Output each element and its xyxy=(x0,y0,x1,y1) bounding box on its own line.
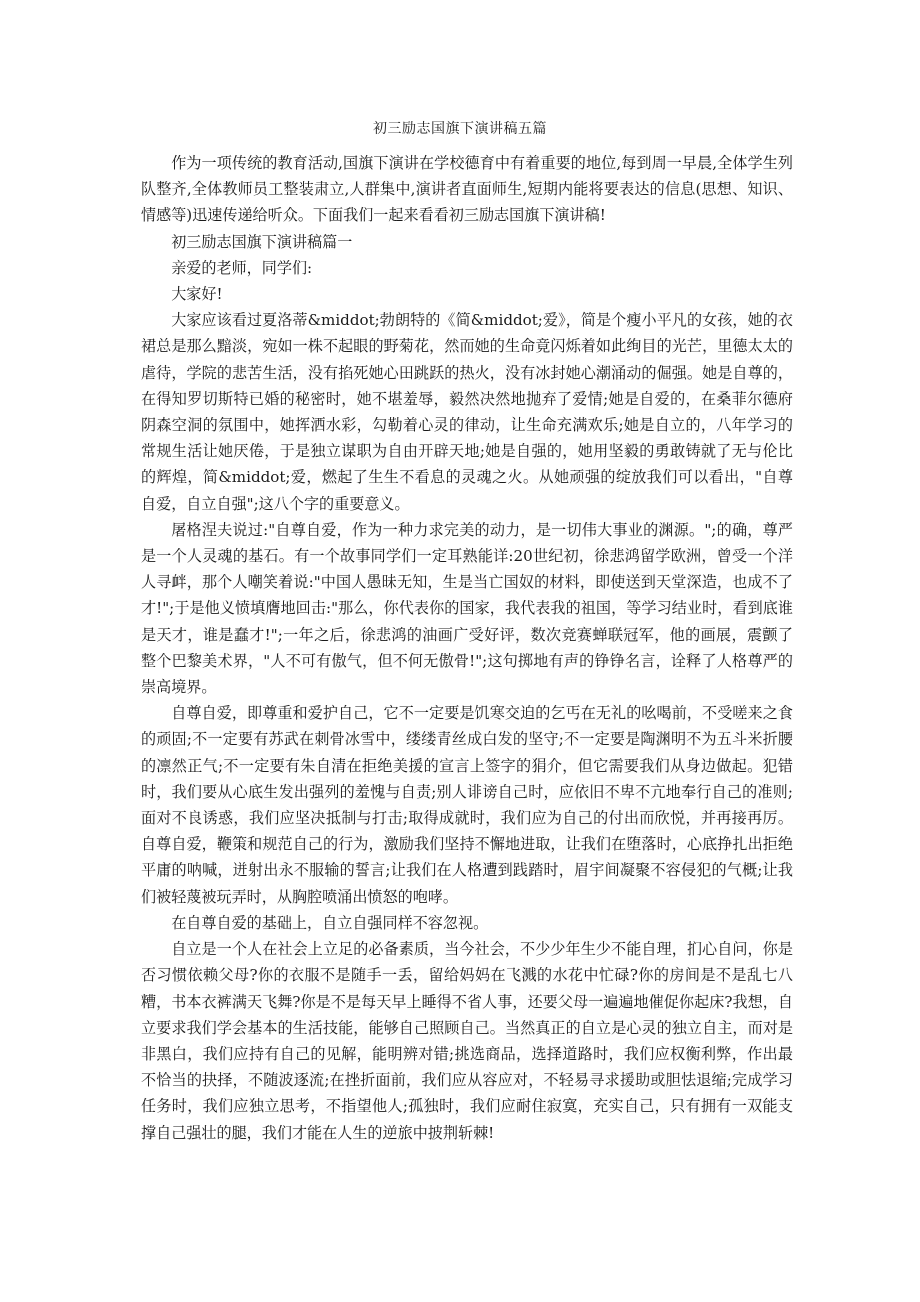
body-paragraph: 屠格涅夫说过:"自尊自爱，作为一种力求完美的动力，是一切伟大事业的渊源。";的确，尊严是一个人灵魂的基石。有一个故事同学们一定耳熟能详:20世纪初，徐悲鸿留学欧洲，曾受一个洋人寻衅，那个人嘲笑着说:"中国人愚昧无知，生是当亡国奴的材料，即使送到天堂深造，也成不了才!";于是他义愤填膺地回击:"那么，你代表你的国家，我代表我的祖国，等学习结业时，看到底谁是天才，谁是蠢才!";一年之后，徐悲鸿的油画广受好评，数次竞赛蝉联冠军，他的画展，震颤了整个巴黎美术界，"人不可有傲气，但不何无傲骨!";这句掷地有声的铮铮名言，诠释了人格尊严的崇高境界。 xyxy=(141,520,793,697)
section-heading: 初三励志国旗下演讲稿篇一 xyxy=(171,232,353,251)
greeting: 大家好! xyxy=(171,285,223,304)
body-paragraph: 大家应该看过夏洛蒂&middot;勃朗特的《简&middot;爱》，简是个瘦小平凡的女孩，她的衣裙总是那么黯淡，宛如一株不起眼的野菊花，然而她的生命竟闪烁着如此绚目的光芒，里德太太的虐待，学院的悲苦生活，没有掐死她心田跳跃的热火，没有冰封她心潮涌动的倔强。她是自尊的，在得知罗切斯特已婚的秘密时，她不堪羞辱，毅然决然地抛弃了爱情;她是自爱的，在桑菲尔德府阴森空洞的氛围中，她挥洒水彩，勾勒着心灵的律动，让生命充满欢乐;她是自立的，八年学习的常规生活让她厌倦，于是独立谋职为自由开辟天地;她是自强的，她用坚毅的勇敢铸就了无与伦比的辉煌，简&middot;爱，燃起了生生不看息的灵魂之火。从她顽强的绽放我们可以看出，"自尊自爱，自立自强";这八个字的重要意义。 xyxy=(141,311,793,513)
body-paragraph: 自尊自爱，即尊重和爱护自己，它不一定要是饥寒交迫的乞丐在无礼的吆喝前，不受嗟来之食的顽固;不一定要有苏武在刺骨冰雪中，缕缕青丝成白发的坚守;不一定要是陶渊明不为五斗米折腰的凛然正气;不一定要有朱自清在拒绝美援的宣言上签字的狷介，但它需要我们从身边做起。犯错时，我们要从心底生发出强列的羞愧与自责;别人诽谤自己时，应依旧不卑不亢地奉行自己的准则;面对不良诱惑，我们应坚决抵制与打击;取得成就时，我们应为自己的付出而欣悦，并再接再厉。自尊自爱，鞭策和规范自己的行为，激励我们坚持不懈地进取，让我们在堕落时，心底挣扎出拒绝平庸的呐喊，迸射出永不服输的誓言;让我们在人格遭到践踏时，眉宇间凝聚不容侵犯的气概;让我们被轻蔑被玩弄时，从胸腔喷涌出愤怒的咆哮。 xyxy=(141,704,793,906)
body-paragraph: 在自尊自爱的基础上，自立自强同样不容忽视。 xyxy=(171,913,489,932)
salutation: 亲爱的老师，同学们: xyxy=(171,258,313,277)
body-paragraph: 自立是一个人在社会上立足的必备素质，当今社会，不少少年生少不能自理，扪心自问，你是否习惯依赖父母?你的衣服不是随手一丢，留给妈妈在飞溅的水花中忙碌?你的房间是不是乱七八糟，书本衣裤满天飞舞?你是不是每天早上睡得不省人事，还要父母一遍遍地催促你起床?我想，自立要求我们学会基本的生活技能，能够自己照顾自己。当然真正的自立是心灵的独立自主，而对是非黑白，我们应持有自己的见解，能明辨对错;挑选商品，选择道路时，我们应权衡利弊，作出最不恰当的抉择，不随波逐流;在挫折面前，我们应从容应对，不轻易寻求援助或胆怯退缩;完成学习任务时，我们应独立思考，不指望他人;孤独时，我们应耐住寂寞，充实自己，只有拥有一双能支撑自己强壮的腿，我们才能在人生的逆旅中披荆斩棘! xyxy=(141,940,793,1142)
document-title: 初三励志国旗下演讲稿五篇 xyxy=(373,121,547,137)
intro-paragraph: 作为一项传统的教育活动,国旗下演讲在学校德育中有着重要的地位,每到周一早晨,全体学生列队整齐,全体教师员工整装肃立,人群集中,演讲者直面师生,短期内能将要表达的信息(思想、知识、情感等)迅速传递给听众。下面我们一起来看看初三励志国旗下演讲稿! xyxy=(141,154,793,225)
document-body xyxy=(141,150,793,1146)
